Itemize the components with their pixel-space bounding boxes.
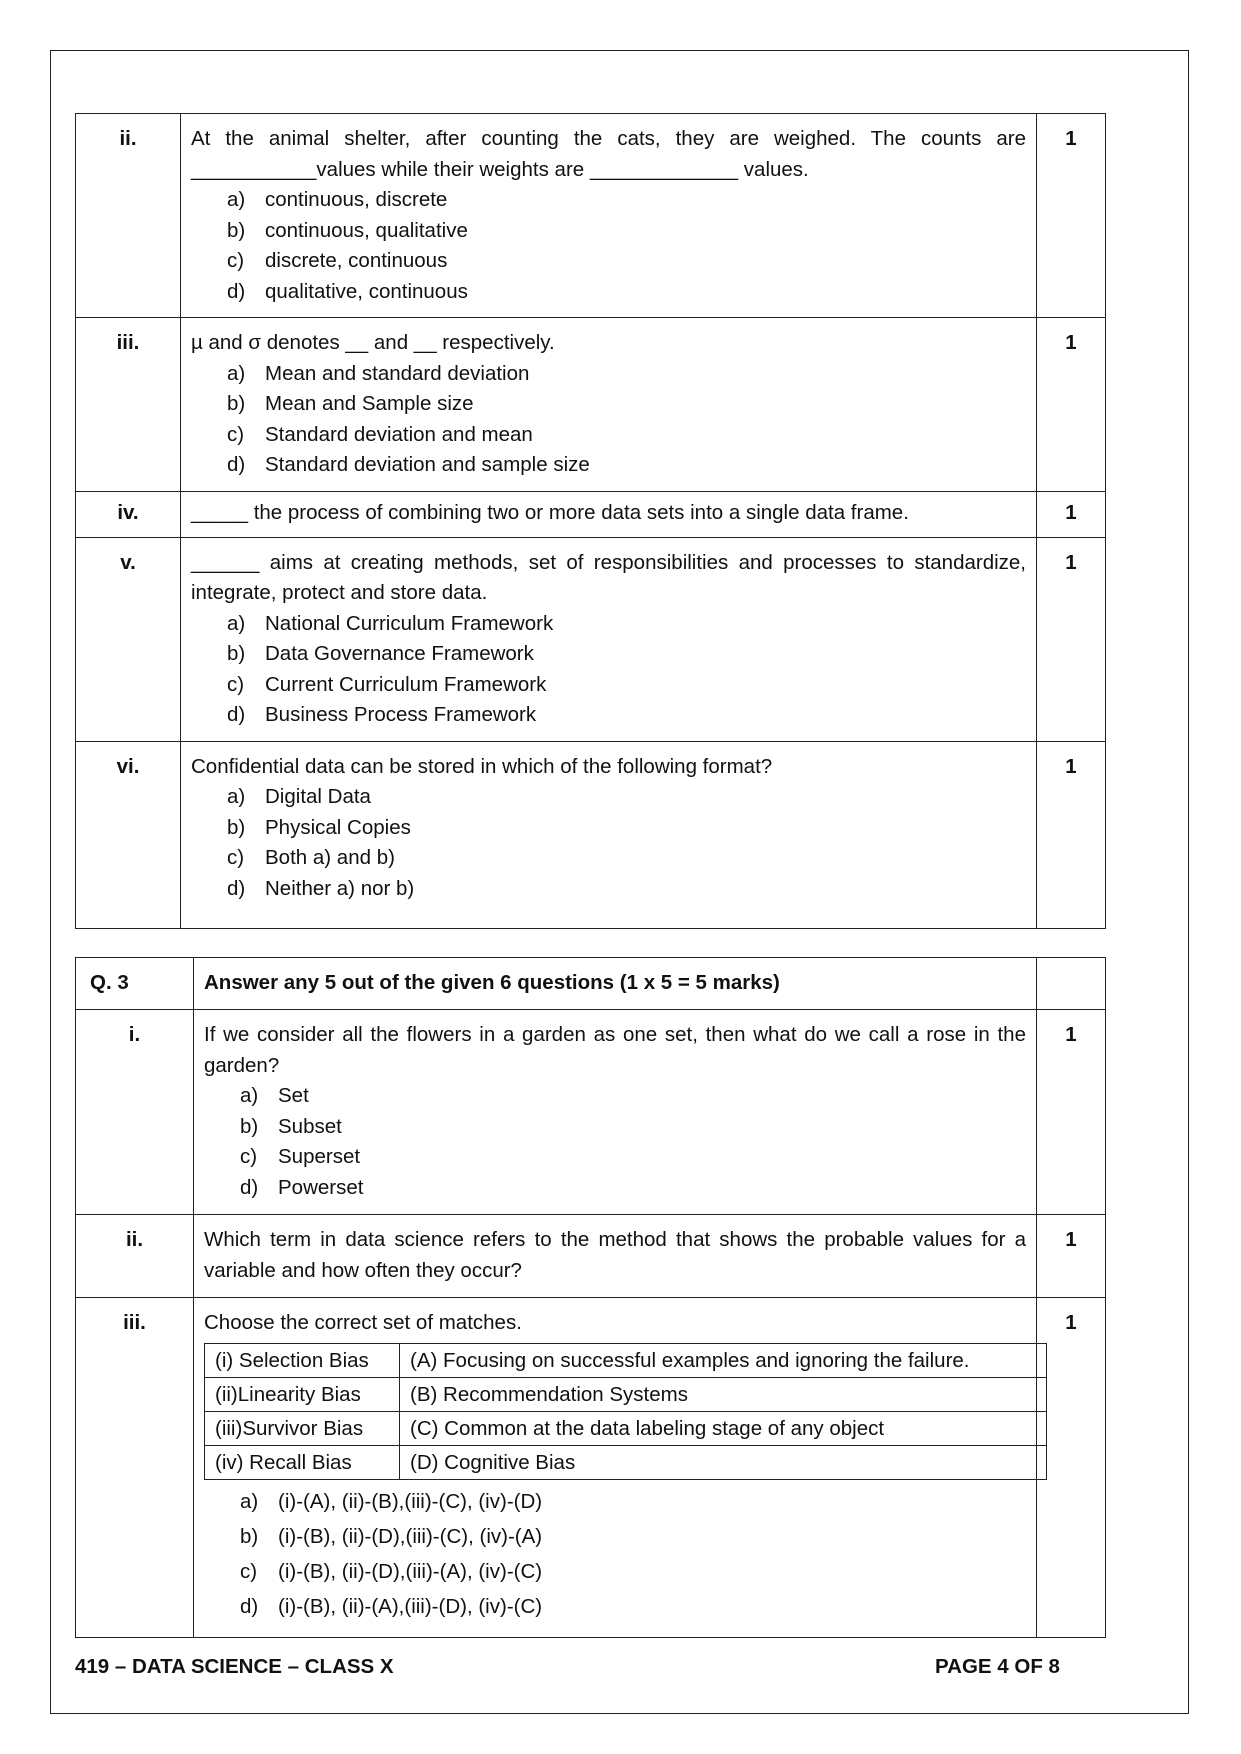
question-row — [76, 1298, 1106, 1638]
option: a) Digital Data — [227, 785, 371, 808]
option-list — [191, 609, 1026, 731]
option: d) Powerset — [240, 1175, 364, 1199]
option: c) Both a) and b) — [227, 846, 395, 869]
question-marks: 1 — [1037, 537, 1106, 741]
question-text: ______ aims at creating methods, set of responsibilities and processes to standardize, integrate, protect and store data. — [191, 550, 1026, 604]
match-right: (C) Common at the data labeling stage of any object — [400, 1411, 1047, 1445]
section-marks-empty — [1037, 958, 1106, 1010]
option-list — [204, 1081, 1026, 1203]
question-marks: 1 — [1037, 114, 1106, 318]
match-row — [205, 1343, 1047, 1377]
match-left: (i) Selection Bias — [205, 1343, 400, 1377]
question-row — [76, 1010, 1106, 1215]
question-text: Choose the correct set of matches. — [204, 1311, 522, 1334]
option: c) discrete, continuous — [227, 249, 448, 272]
option: d) qualitative, continuous — [227, 279, 468, 303]
option: a) continuous, discrete — [227, 188, 448, 211]
question-number: vi. — [76, 741, 181, 928]
question-number: ii. — [76, 114, 181, 318]
match-row — [205, 1445, 1047, 1479]
match-left: (ii)Linearity Bias — [205, 1377, 400, 1411]
question-marks: 1 — [1037, 491, 1106, 537]
option: b) continuous, qualitative — [227, 218, 468, 242]
option-list — [191, 359, 1026, 481]
section-header-row — [76, 958, 1106, 1010]
question-text: µ and σ denotes __ and __ respectively. — [191, 331, 555, 354]
question-marks: 1 — [1037, 1298, 1106, 1638]
option: c) Standard deviation and mean — [227, 422, 533, 446]
question-number: iii. — [76, 1298, 194, 1638]
question-text: Which term in data science refers to the method that shows the probable values for a variable and how often they occur? — [204, 1228, 1026, 1282]
option-list — [191, 185, 1026, 307]
footer-page-number: PAGE 4 OF 8 — [935, 1655, 1060, 1678]
question-marks: 1 — [1037, 741, 1106, 928]
question-text: _____ the process of combining two or more data sets into a single data frame. — [191, 500, 909, 524]
option: b) Data Governance Framework — [227, 642, 534, 665]
question-row — [76, 537, 1106, 741]
question-marks: 1 — [1037, 1215, 1106, 1298]
question-text: If we consider all the flowers in a garden as one set, then what do we call a rose in the garden? — [204, 1023, 1026, 1077]
question-row — [76, 318, 1106, 492]
question-number: iii. — [76, 318, 181, 492]
option: c) Superset — [240, 1145, 361, 1168]
question-number: i. — [76, 1010, 194, 1215]
footer-subject: 419 – DATA SCIENCE – CLASS X — [75, 1655, 394, 1678]
match-right: (D) Cognitive Bias — [400, 1445, 1047, 1479]
option: d) Neither a) nor b) — [227, 876, 415, 900]
option-list — [191, 782, 1026, 904]
option: d) (i)-(B), (ii)-(A),(iii)-(D), (iv)-(C) — [240, 1594, 543, 1618]
match-left: (iii)Survivor Bias — [205, 1411, 400, 1445]
option: a) National Curriculum Framework — [227, 611, 554, 635]
question-row — [76, 491, 1106, 537]
match-left: (iv) Recall Bias — [205, 1445, 400, 1479]
option: b) Physical Copies — [227, 815, 411, 839]
question-text: At the animal shelter, after counting the cats, they are weighed. The counts are ___________values while their weights are _____________ values. — [191, 127, 1026, 181]
option: b) (i)-(B), (ii)-(D),(iii)-(C), (iv)-(A) — [240, 1524, 543, 1548]
question-number: iv. — [76, 491, 181, 537]
section3-question-table — [75, 957, 1106, 1638]
section2-question-table — [75, 113, 1106, 929]
question-marks: 1 — [1037, 1010, 1106, 1215]
option: c) Current Curriculum Framework — [227, 672, 547, 696]
match-table — [204, 1343, 1047, 1480]
section-instruction: Answer any 5 out of the given 6 questions (1 x 5 = 5 marks) — [194, 958, 1037, 1010]
question-row — [76, 1215, 1106, 1298]
match-row — [205, 1411, 1047, 1445]
question-number: v. — [76, 537, 181, 741]
question-text: Confidential data can be stored in which of the following format? — [191, 754, 773, 778]
match-row — [205, 1377, 1047, 1411]
section-number: Q. 3 — [76, 958, 194, 1010]
option: d) Business Process Framework — [227, 703, 537, 726]
question-row — [76, 741, 1106, 928]
option: a) Set — [240, 1084, 309, 1107]
option: b) Mean and Sample size — [227, 392, 474, 415]
option: c) (i)-(B), (ii)-(D),(iii)-(A), (iv)-(C) — [240, 1559, 543, 1583]
question-number: ii. — [76, 1215, 194, 1298]
option-list — [204, 1484, 1026, 1624]
option: d) Standard deviation and sample size — [227, 453, 590, 476]
question-row — [76, 114, 1106, 318]
option: b) Subset — [240, 1114, 342, 1138]
option: a) Mean and standard deviation — [227, 361, 530, 385]
match-right: (B) Recommendation Systems — [400, 1377, 1047, 1411]
question-marks: 1 — [1037, 318, 1106, 492]
option: a) (i)-(A), (ii)-(B),(iii)-(C), (iv)-(D) — [240, 1489, 543, 1513]
match-right: (A) Focusing on successful examples and ignoring the failure. — [400, 1343, 1047, 1377]
